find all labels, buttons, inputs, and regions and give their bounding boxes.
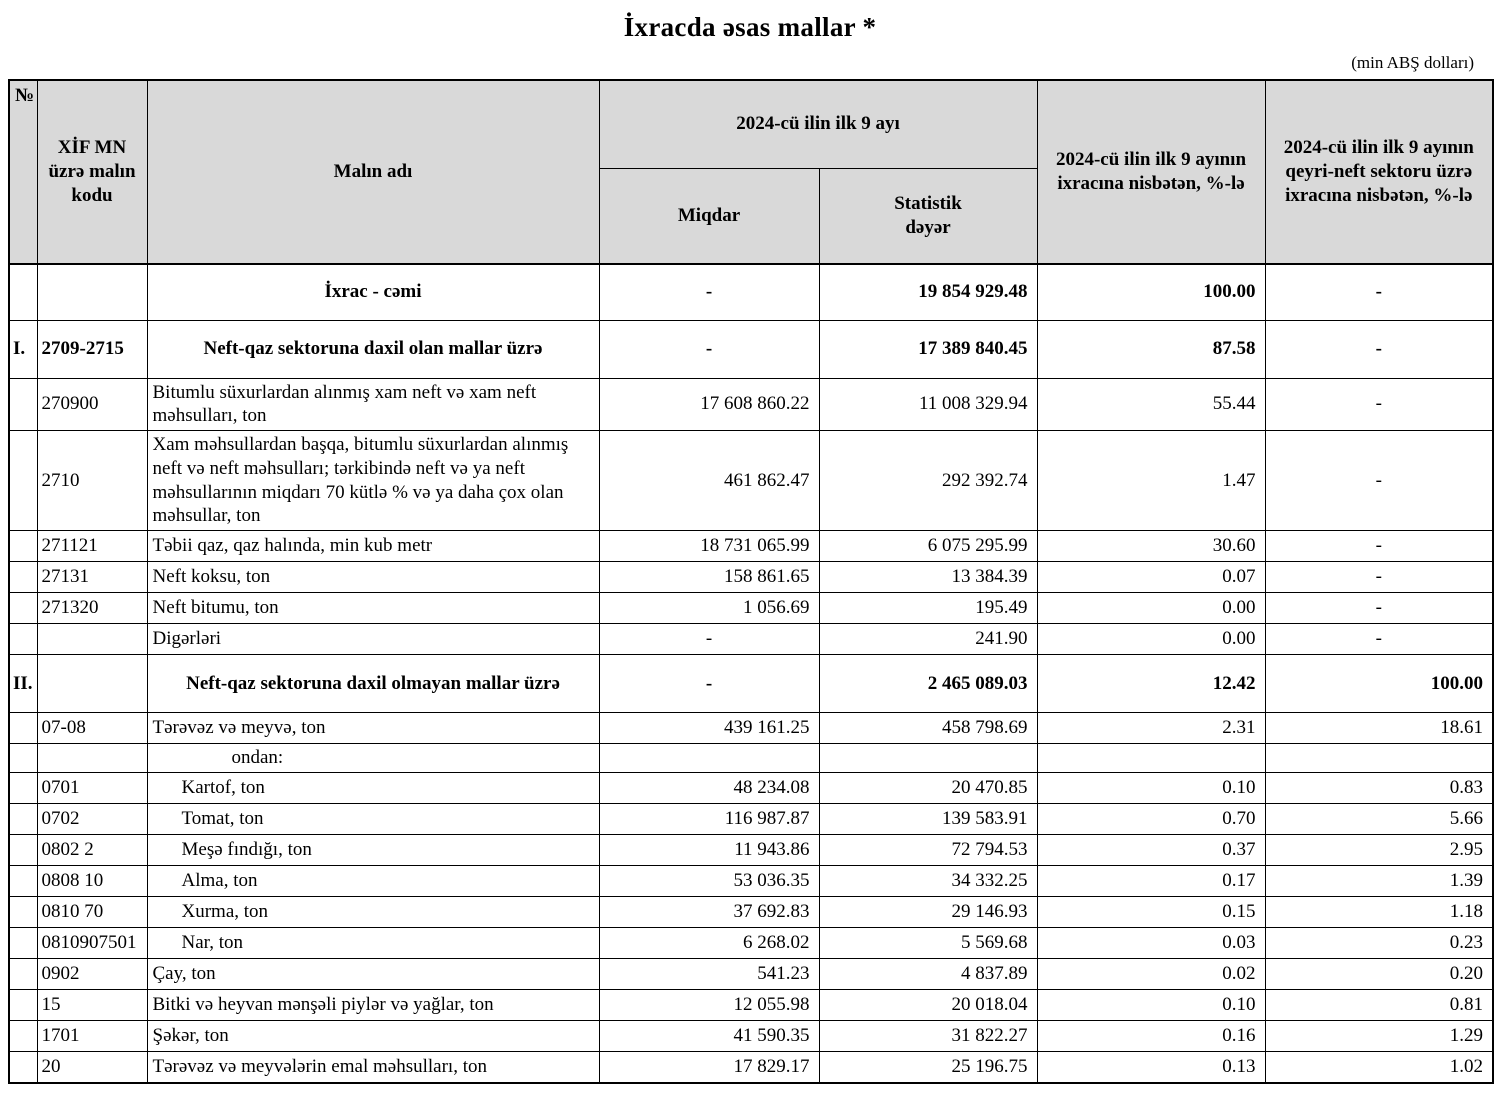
cell-pct2: 0.23 [1265,928,1493,959]
cell-name: ondan: [147,744,599,773]
cell-name: Alma, ton [147,866,599,897]
cell-qty: 17 829.17 [599,1052,819,1083]
cell-code: 1701 [37,1021,147,1052]
cell-value: 139 583.91 [819,804,1037,835]
cell-no [9,593,37,624]
table-row [9,835,1493,866]
cell-no [9,624,37,655]
cell-pct2: - [1265,264,1493,320]
cell-no [9,431,37,531]
cell-qty: 11 943.86 [599,835,819,866]
cell-pct: 1.47 [1037,431,1265,531]
cell-code: 271121 [37,531,147,562]
table-row [9,866,1493,897]
table-row [9,959,1493,990]
cell-value: 72 794.53 [819,835,1037,866]
cell-value: 6 075 295.99 [819,531,1037,562]
cell-code: 2710 [37,431,147,531]
exports-table [8,79,1494,1084]
cell-no [9,713,37,744]
cell-value [819,744,1037,773]
cell-no [9,928,37,959]
table-row [9,990,1493,1021]
cell-value: 17 389 840.45 [819,320,1037,378]
table-row [9,431,1493,531]
cell-code: 0902 [37,959,147,990]
cell-pct2: - [1265,320,1493,378]
cell-pct2: 1.02 [1265,1052,1493,1083]
cell-pct2: 2.95 [1265,835,1493,866]
cell-name: Neft koksu, ton [147,562,599,593]
cell-name: Neft-qaz sektoruna daxil olan mallar üzrə [147,320,599,378]
cell-pct: 0.13 [1037,1052,1265,1083]
cell-value: 292 392.74 [819,431,1037,531]
cell-no [9,990,37,1021]
cell-name: Nar, ton [147,928,599,959]
cell-qty: 12 055.98 [599,990,819,1021]
cell-name: Çay, ton [147,959,599,990]
header-quantity: Miqdar [599,168,819,264]
cell-pct2 [1265,744,1493,773]
cell-qty: - [599,624,819,655]
cell-pct2: 1.39 [1265,866,1493,897]
cell-no [9,866,37,897]
cell-code [37,655,147,713]
cell-code [37,744,147,773]
cell-qty: 1 056.69 [599,593,819,624]
cell-pct: 0.00 [1037,593,1265,624]
cell-pct2: - [1265,378,1493,431]
table-row [9,531,1493,562]
cell-pct2: - [1265,562,1493,593]
cell-pct: 2.31 [1037,713,1265,744]
table-row [9,593,1493,624]
cell-name: Xam məhsullardan başqa, bitumlu süxurlardan alınmış neft və neft məhsulları; tərkibində neft və ya neft məhsullarının miqdarı 70 kütlə % və ya daha çox olan məhsullar, ton [147,431,599,531]
cell-name: Meşə fındığı, ton [147,835,599,866]
table-row [9,928,1493,959]
cell-no: I. [9,320,37,378]
cell-code: 20 [37,1052,147,1083]
cell-qty: 41 590.35 [599,1021,819,1052]
cell-value: 5 569.68 [819,928,1037,959]
cell-code: 0810907501 [37,928,147,959]
cell-code: 0702 [37,804,147,835]
cell-qty: 541.23 [599,959,819,990]
table-row [9,378,1493,431]
table-header [9,80,1493,264]
table-row [9,1052,1493,1083]
cell-qty: - [599,264,819,320]
table-row [9,264,1493,320]
cell-value: 20 018.04 [819,990,1037,1021]
cell-qty: 17 608 860.22 [599,378,819,431]
cell-qty: - [599,320,819,378]
cell-name: Təbii qaz, qaz halında, min kub metr [147,531,599,562]
cell-pct: 12.42 [1037,655,1265,713]
cell-value: 25 196.75 [819,1052,1037,1083]
cell-pct: 0.07 [1037,562,1265,593]
cell-pct: 0.37 [1037,835,1265,866]
cell-value: 4 837.89 [819,959,1037,990]
cell-name: Bitki və heyvan mənşəli piylər və yağlar, ton [147,990,599,1021]
cell-qty: 461 862.47 [599,431,819,531]
cell-pct: 100.00 [1037,264,1265,320]
cell-pct2: 0.83 [1265,773,1493,804]
cell-name: İxrac - cəmi [147,264,599,320]
cell-name: Neft bitumu, ton [147,593,599,624]
cell-pct2: - [1265,624,1493,655]
table-row [9,773,1493,804]
unit-note: (min ABŞ dolları) [1351,53,1474,72]
cell-pct2: 18.61 [1265,713,1493,744]
cell-qty [599,744,819,773]
cell-qty: - [599,655,819,713]
cell-pct2: - [1265,593,1493,624]
cell-code: 2709-2715 [37,320,147,378]
cell-pct: 55.44 [1037,378,1265,431]
cell-pct2: 1.29 [1265,1021,1493,1052]
table-row [9,1021,1493,1052]
header-period-group: 2024-cü ilin ilk 9 ayı [599,80,1037,168]
cell-value: 13 384.39 [819,562,1037,593]
table-row [9,655,1493,713]
cell-name: Digərləri [147,624,599,655]
cell-pct2: 0.20 [1265,959,1493,990]
cell-pct2: 1.18 [1265,897,1493,928]
cell-code: 27131 [37,562,147,593]
table-body [9,264,1493,1083]
cell-name: Xurma, ton [147,897,599,928]
cell-value: 195.49 [819,593,1037,624]
cell-value: 34 332.25 [819,866,1037,897]
cell-no [9,804,37,835]
header-code: XİF MN üzrə malın kodu [37,80,147,264]
cell-code: 0808 10 [37,866,147,897]
cell-pct: 0.10 [1037,773,1265,804]
cell-qty: 6 268.02 [599,928,819,959]
cell-pct [1037,744,1265,773]
cell-qty: 37 692.83 [599,897,819,928]
table-row [9,562,1493,593]
header-no: № [9,80,37,264]
cell-value: 19 854 929.48 [819,264,1037,320]
cell-code: 07-08 [37,713,147,744]
cell-name: Neft-qaz sektoruna daxil olmayan mallar üzrə [147,655,599,713]
cell-no [9,1021,37,1052]
table-row [9,320,1493,378]
cell-no [9,744,37,773]
cell-qty: 18 731 065.99 [599,531,819,562]
cell-value: 458 798.69 [819,713,1037,744]
cell-pct: 0.17 [1037,866,1265,897]
cell-pct: 0.03 [1037,928,1265,959]
header-name: Malın adı [147,80,599,264]
cell-value: 241.90 [819,624,1037,655]
cell-name: Tərəvəz və meyvələrin emal məhsulları, ton [147,1052,599,1083]
table-row [9,713,1493,744]
cell-pct2: - [1265,531,1493,562]
table-row [9,804,1493,835]
cell-name: Bitumlu süxurlardan alınmış xam neft və xam neft məhsulları, ton [147,378,599,431]
cell-qty: 158 861.65 [599,562,819,593]
page-title: İxracda əsas mallar * [623,12,877,42]
cell-pct: 0.70 [1037,804,1265,835]
cell-pct2: - [1265,431,1493,531]
cell-code [37,264,147,320]
cell-no [9,264,37,320]
cell-code: 0701 [37,773,147,804]
cell-qty: 116 987.87 [599,804,819,835]
cell-code: 15 [37,990,147,1021]
cell-code: 0802 2 [37,835,147,866]
cell-code: 271320 [37,593,147,624]
cell-no [9,897,37,928]
cell-qty: 48 234.08 [599,773,819,804]
cell-code [37,624,147,655]
cell-qty: 53 036.35 [599,866,819,897]
table-row [9,744,1493,773]
cell-code: 270900 [37,378,147,431]
cell-name: Kartof, ton [147,773,599,804]
header-pct-total-exports: 2024-cü ilin ilk 9 ayının ixracına nisbətən, %-lə [1037,80,1265,264]
cell-name: Tərəvəz və meyvə, ton [147,713,599,744]
cell-pct2: 0.81 [1265,990,1493,1021]
cell-pct: 0.00 [1037,624,1265,655]
cell-no [9,531,37,562]
table-row [9,897,1493,928]
cell-no [9,1052,37,1083]
cell-no [9,378,37,431]
cell-pct: 0.16 [1037,1021,1265,1052]
header-stat-value [819,168,1037,264]
cell-value: 11 008 329.94 [819,378,1037,431]
cell-no [9,835,37,866]
cell-pct: 0.15 [1037,897,1265,928]
cell-pct: 30.60 [1037,531,1265,562]
table-row [9,624,1493,655]
cell-value: 20 470.85 [819,773,1037,804]
cell-pct: 0.10 [1037,990,1265,1021]
cell-code: 0810 70 [37,897,147,928]
cell-pct2: 100.00 [1265,655,1493,713]
header-pct-nonoil-exports: 2024-cü ilin ilk 9 ayının qeyri-neft sektoru üzrə ixracına nisbətən, %-lə [1265,80,1493,264]
cell-value: 2 465 089.03 [819,655,1037,713]
cell-pct2: 5.66 [1265,804,1493,835]
cell-no: II. [9,655,37,713]
cell-no [9,562,37,593]
cell-no [9,959,37,990]
cell-value: 29 146.93 [819,897,1037,928]
cell-qty: 439 161.25 [599,713,819,744]
cell-pct: 0.02 [1037,959,1265,990]
cell-no [9,773,37,804]
header-stat-value-text: Statistik dəyər [894,193,962,238]
cell-value: 31 822.27 [819,1021,1037,1052]
cell-name: Şəkər, ton [147,1021,599,1052]
cell-name: Tomat, ton [147,804,599,835]
cell-pct: 87.58 [1037,320,1265,378]
